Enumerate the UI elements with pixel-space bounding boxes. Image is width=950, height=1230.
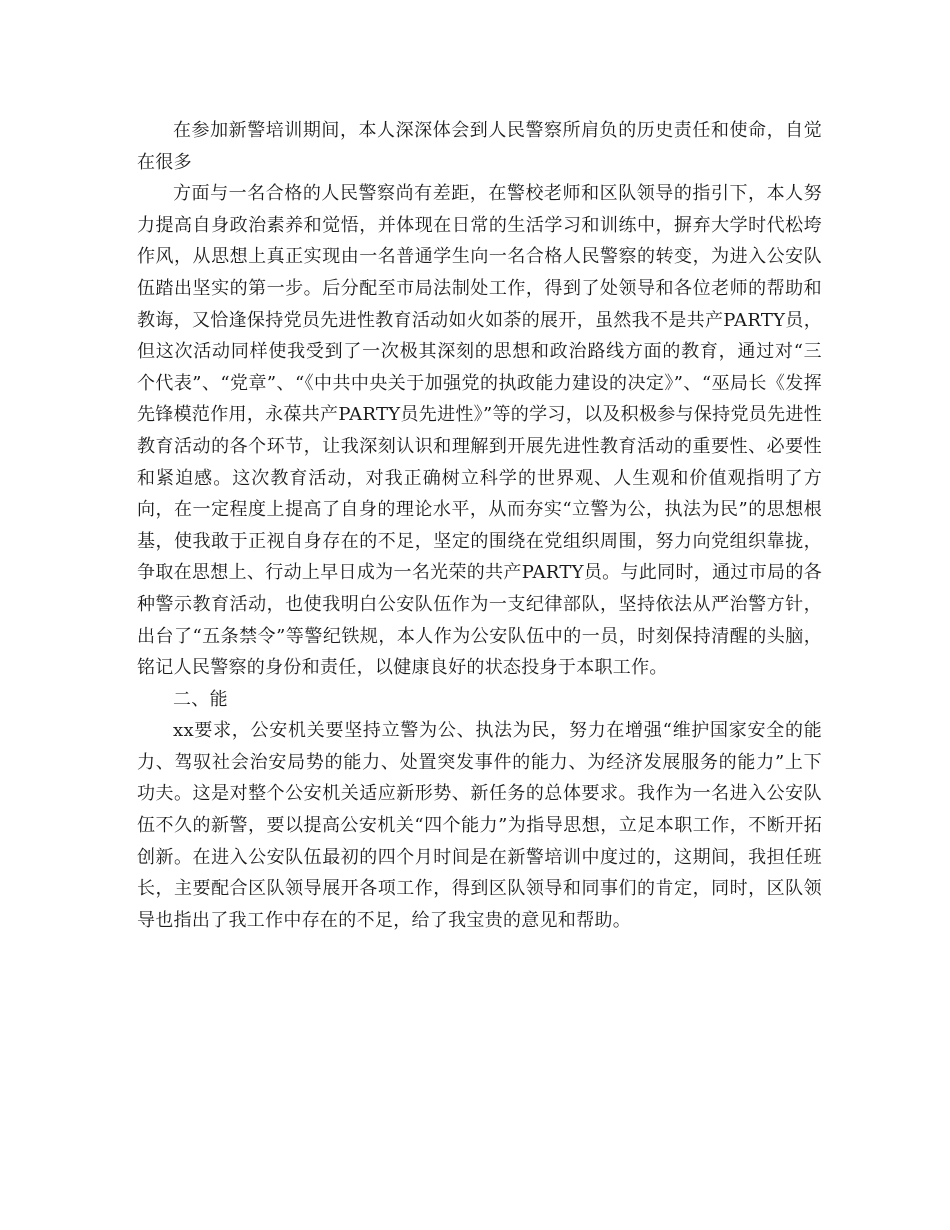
document-body [137, 115, 822, 936]
paragraph-ability: xx要求，公安机关要坚持立警为公、执法为民，努力在增强“维护国家安全的能力、驾驭社会治安局势的能力、处置突发事件的能力、为经济发展服务的能力”上下功夫。这是对整个公安机关适应新形势、新任务的总体要求。我作为一名进入公安队伍不久的新警，要以提高公安机关“四个能力”为指导思想，立足本职工作，不断开拓创新。在进入公安队伍最初的四个月时间是在新警培训中度过的，这期间，我担任班长，主要配合区队领导展开各项工作，得到区队领导和同事们的肯定，同时，区队领导也指出了我工作中存在的不足，给了我宝贵的意见和帮助。 [137, 720, 822, 931]
paragraph-education: 方面与一名合格的人民警察尚有差距，在警校老师和区队领导的指引下，本人努力提高自身政治素养和觉悟，并体现在日常的生活学习和训练中，摒弃大学时代松垮作风，从思想上真正实现由一名普通学生向一名合格人民警察的转变，为进入公安队伍踏出坚实的第一步。后分配至市局法制处工作，得到了处领导和各位老师的帮助和教诲，又恰逢保持党员先进性教育活动如火如荼的展开，虽然我不是共产PARTY员，但这次活动同样使我受到了一次极其深刻的思想和政治路线方面的教育，通过对“三个代表”、“党章”、“《中共中央关于加强党的执政能力建设的决定》”、“巫局长《发挥先锋模范作用，永葆共产PARTY员先进性》”等的学习，以及积极参与保持党员先进性教育活动的各个环节，让我深刻认识和理解到开展先进性教育活动的重要性、必要性和紧迫感。这次教育活动，对我正确树立科学的世界观、人生观和价值观指明了方向，在一定程度上提高了自身的理论水平，从而夯实“立警为公，执法为民”的思想根基，使我敢于正视自身存在的不足，坚定的围绕在党组织周围，努力向党组织靠拢，争取在思想上、行动上早日成为一名光荣的共产PARTY员。与此同时，通过市局的各种警示教育活动，也使我明白公安队伍作为一支纪律部队，坚持依法从严治警方针，出台了“五条禁令”等警纪铁规，本人作为公安队伍中的一员，时刻保持清醒的头脑，铭记人民警察的身份和责任，以健康良好的状态投身于本职工作。 [137, 183, 822, 679]
section-heading-ability: 二、能 [173, 688, 228, 710]
paragraph-intro: 在参加新警培训期间，本人深深体会到人民警察所肩负的历史责任和使命，自觉在很多 [137, 120, 822, 173]
